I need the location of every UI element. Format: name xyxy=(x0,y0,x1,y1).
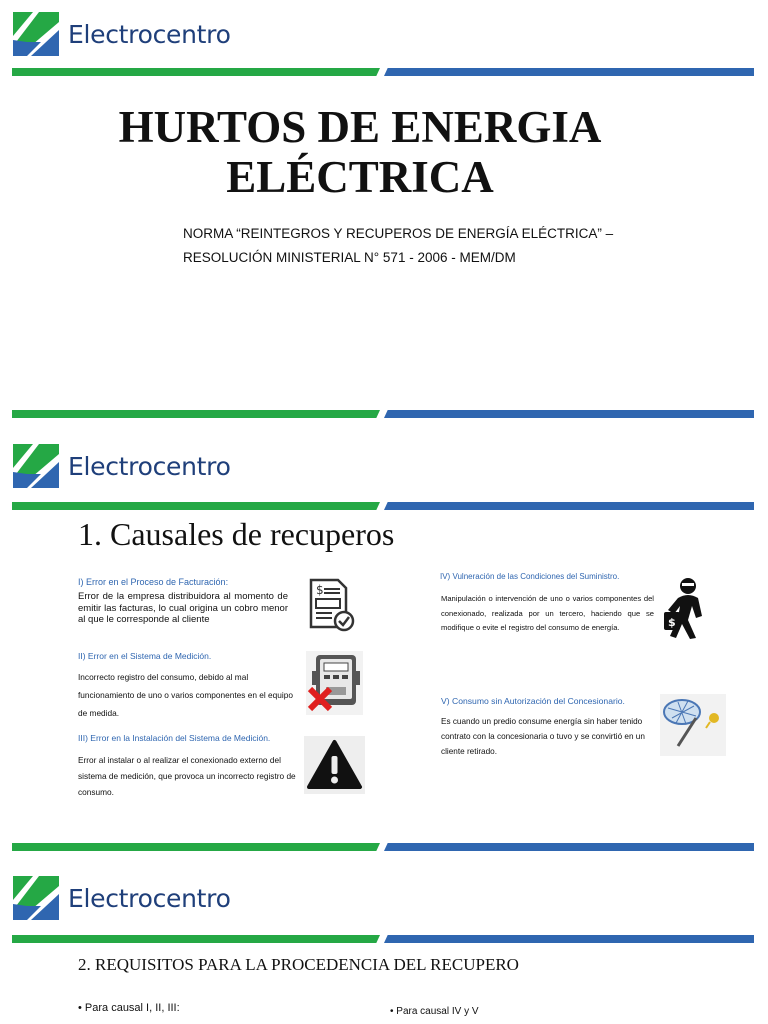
slide-title: HURTOS DE ENERGIA ELÉCTRICA xyxy=(118,102,602,202)
cause-4-description: Manipulación o intervención de uno o varios componentes del conexionado, realizada por un tercero, haciendo que se modifique o evite el registro del consumo de energía. xyxy=(441,594,654,632)
cause-3-description: Error al instalar o al realizar el conexionado externo del sistema de medición, que provoca un incorrecto registro de consumo. xyxy=(78,755,296,797)
warning-icon xyxy=(304,736,365,799)
brand-name: Electrocentro xyxy=(68,451,231,481)
footer-divider xyxy=(12,843,754,851)
cause-4-title: IV) Vulneración de las Condiciones del Suministro. xyxy=(440,572,620,581)
section-heading: 1. Causales de recuperos xyxy=(78,516,395,552)
invoice-check-icon xyxy=(306,577,356,638)
brand-logo xyxy=(13,10,231,58)
logo-mark-icon xyxy=(13,874,59,922)
cause-2-title: II) Error en el Sistema de Medición. xyxy=(78,651,212,661)
requirement-item: • Para causal I, II, III: xyxy=(78,1002,180,1014)
slide-1 xyxy=(0,0,768,420)
header-divider xyxy=(12,502,754,510)
header-divider xyxy=(12,68,754,76)
cause-1-title: I) Error en el Proceso de Facturación: xyxy=(78,577,229,587)
svg-text:$: $ xyxy=(316,583,324,597)
slide-3 xyxy=(0,864,768,1024)
cause-5-title: V) Consumo sin Autorización del Concesionario. xyxy=(441,696,625,706)
brand-name: Electrocentro xyxy=(68,883,231,913)
slide-subtitle: NORMA “REINTEGROS Y RECUPEROS DE ENERGÍA ELÉCTRICA” – RESOLUCIÓN MINISTERIAL N° 571 - 2006 - MEM/DM xyxy=(183,226,614,265)
svg-text:$: $ xyxy=(668,616,676,629)
cause-2-description: Incorrecto registro del consumo, debido al mal funcionamiento de uno o varios componentes en el equipo de medida. xyxy=(78,672,293,718)
thief-icon xyxy=(662,576,712,645)
cause-3-title: III) Error en la Instalación del Sistema de Medición. xyxy=(78,733,271,743)
footer-divider xyxy=(12,410,754,418)
logo-mark-icon xyxy=(13,10,59,58)
meter-error-icon xyxy=(306,651,363,720)
cause-1-description: Error de la empresa distribuidora al momento de emitir las facturas, lo cual origina un cobro menor al que le corresponde al cliente xyxy=(78,591,288,625)
header-divider xyxy=(12,935,754,943)
cause-5-description: Es cuando un predio consume energía sin haber tenido contrato con la concesionaria o tuvo y se convirtió en un cliente retirado. xyxy=(441,717,645,756)
requirement-item: • Para causal IV y V xyxy=(390,1006,479,1017)
brand-name: Electrocentro xyxy=(68,19,231,49)
logo-mark-icon xyxy=(13,442,59,490)
brand-logo xyxy=(13,874,231,922)
section-heading: 2. REQUISITOS PARA LA PROCEDENCIA DEL RECUPERO xyxy=(78,955,519,974)
brand-logo xyxy=(13,442,231,490)
net-icon xyxy=(660,694,726,761)
